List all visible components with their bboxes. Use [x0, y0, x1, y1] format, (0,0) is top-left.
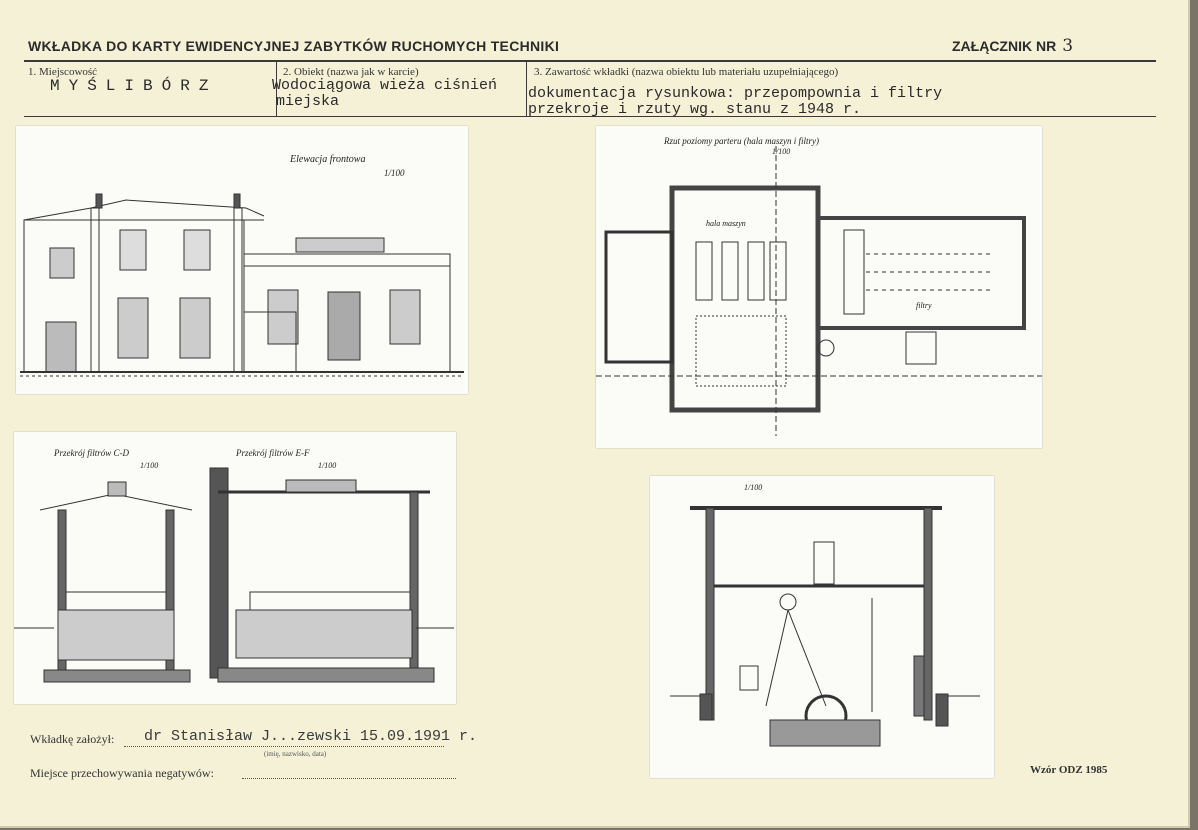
front-elevation-drawing	[16, 126, 468, 394]
attachment-label: ZAŁĄCZNIK NR	[952, 38, 1057, 54]
filter-sections-drawing	[14, 432, 456, 704]
content-label: 3. Zawartość wkładki (nazwa obiektu lub materiału uzupełniającego)	[534, 66, 839, 78]
created-by-label: Wkładkę założył:	[30, 732, 115, 746]
field-divider-2	[526, 61, 527, 116]
filter-sections-svg	[14, 432, 456, 704]
filter-section-cd-title: Przekrój filtrów C-D	[54, 448, 130, 458]
filters-label: filtry	[916, 301, 932, 310]
attachment-number	[952, 36, 1073, 56]
location-label: 1. Miejscowość	[28, 66, 98, 78]
created-by-value: dr Stanisław J...zewski 15.09.1991 r.	[144, 728, 478, 745]
form-code: Wzór ODZ 1985	[1030, 764, 1108, 776]
negatives-line	[242, 778, 456, 779]
negatives-label: Miejsce przechowywania negatywów:	[30, 766, 214, 780]
created-by-line	[124, 746, 444, 747]
header-rule-top	[24, 60, 1156, 62]
card-title: WKŁADKA DO KARTY EWIDENCYJNEJ ZABYTKÓW RUCHOMYCH TECHNIKI	[28, 38, 560, 54]
filter-section-ef-title: Przekrój filtrów E-F	[236, 448, 310, 458]
content-value-line1: dokumentacja rysunkowa: przepompownia i filtry	[528, 85, 943, 102]
floor-plan-drawing	[596, 126, 1042, 448]
attachment-number-value: 3	[1062, 36, 1074, 56]
machine-section-drawing	[650, 476, 994, 778]
floor-plan-title: Rzut poziomy parteru (hala maszyn i filtry)	[664, 136, 819, 146]
floor-plan-scale: 1/100	[772, 147, 791, 156]
front-elevation-scale: 1/100	[384, 168, 405, 178]
location-value: MYŚLIBÓRZ	[50, 77, 218, 95]
machine-section-scale: 1/100	[744, 483, 763, 492]
filter-section-ef-scale: 1/100	[318, 461, 337, 470]
filter-section-cd-scale: 1/100	[140, 461, 159, 470]
created-by-caption: (imię, nazwisko, data)	[264, 750, 327, 758]
object-value-line1: Wodociągowa wieża ciśnień	[272, 77, 498, 94]
object-value-line2: miejska	[276, 93, 340, 110]
front-elevation-svg	[16, 126, 468, 394]
object-label: 2. Obiekt (nazwa jak w karcie)	[283, 66, 419, 78]
front-elevation-title: Elewacja frontowa	[290, 154, 366, 165]
machine-section-svg	[650, 476, 994, 778]
machine-hall-label: hala maszyn	[706, 219, 746, 228]
floor-plan-svg	[596, 126, 1042, 448]
content-value-line2: przekroje i rzuty wg. stanu z 1948 r.	[528, 101, 862, 118]
